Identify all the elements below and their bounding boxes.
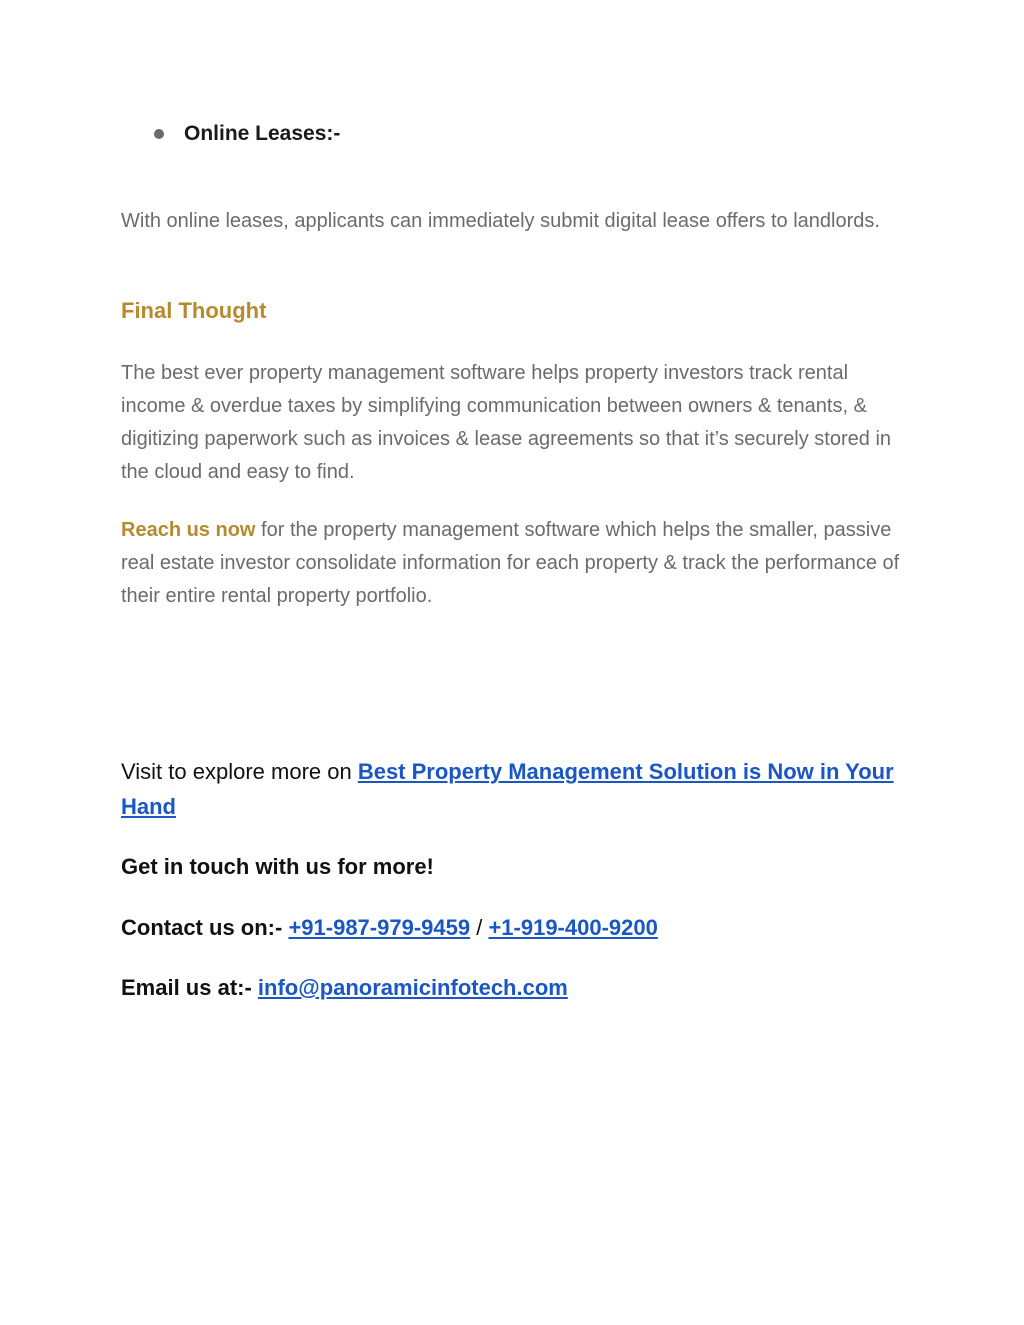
contact-paragraph (121, 910, 911, 945)
bullet-dot-icon (154, 129, 164, 139)
phone-link-us[interactable]: +1-919-400-9200 (488, 915, 658, 940)
email-link[interactable]: info@panoramicinfotech.com (257, 975, 568, 1000)
reach-us-text: for the property management software which helps the smaller, passive real estate investor consolidate information for each property & track the performance of their entire rental property portfolio. (121, 519, 900, 607)
reach-us-paragraph (121, 514, 911, 613)
reach-us-label: Reach us now (121, 519, 256, 541)
email-label: Email us at:- (121, 975, 258, 1000)
final-thought-text: The best ever property management software helps property investors track rental income & overdue taxes by simplifying communication between owners & tenants, & digitizing paperwork such as invoices & lease agreements so that it’s securely stored in the cloud and easy to find. (121, 362, 892, 483)
visit-link[interactable]: Best Property Management Solution is Now in Your Hand (121, 759, 894, 819)
email-paragraph (121, 970, 911, 1005)
phone-separator: / (470, 915, 489, 940)
online-leases-bullet (150, 122, 340, 146)
get-in-touch-text: Get in touch with us for more! (121, 854, 434, 879)
online-leases-label: Online Leases:- (184, 122, 341, 145)
phone-link-india[interactable]: +91-987-979-9459 (288, 915, 471, 940)
contact-label: Contact us on:- (121, 915, 289, 940)
visit-prefix: Visit to explore more on (121, 759, 358, 784)
visit-paragraph (121, 754, 911, 824)
online-leases-text: With online leases, applicants can immediately submit digital lease offers to landlords. (121, 210, 880, 232)
final-thought-heading: Final Thought (121, 298, 267, 323)
